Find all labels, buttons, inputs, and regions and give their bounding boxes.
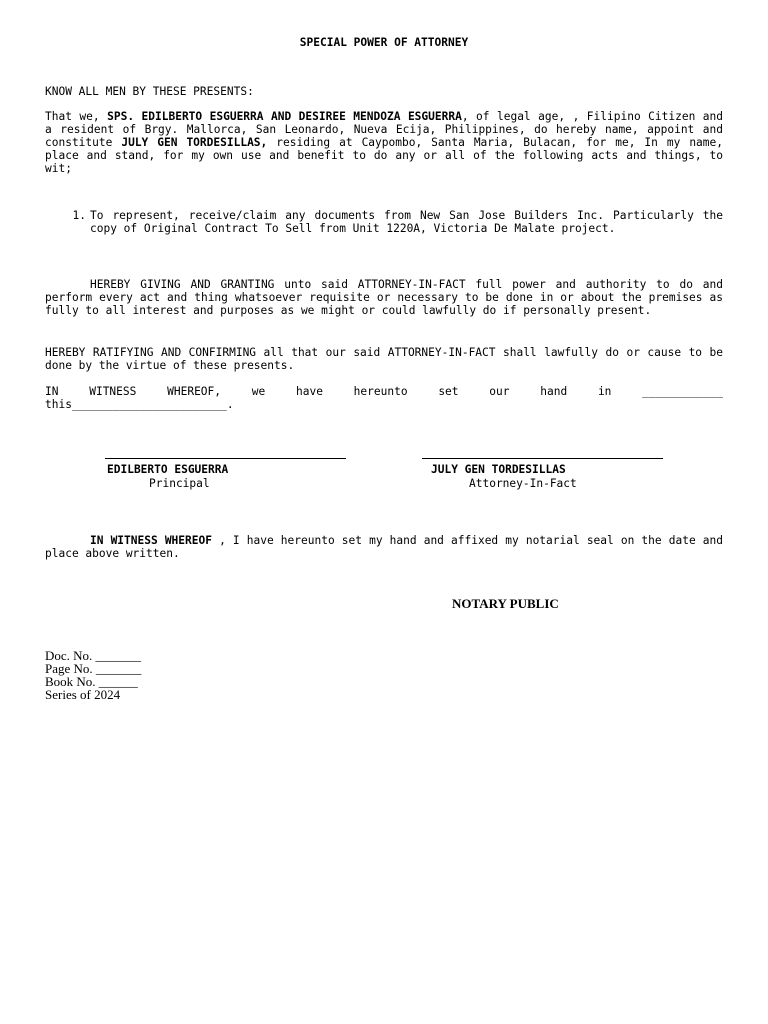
doc-no: Doc. No. _______ <box>45 648 142 663</box>
list-item-number: 1. <box>72 209 86 222</box>
principal-signature-line <box>105 458 346 459</box>
notary-witness-text: , I have hereunto set my hand and affixed my notarial seal on the date and place above written. <box>45 534 723 560</box>
document-title: SPECIAL POWER OF ATTORNEY <box>299 36 469 49</box>
attorney-name: JULY GEN TORDESILLAS <box>431 463 566 476</box>
intro-text-1: That we, <box>45 110 108 123</box>
witness-line-2: this_______________________. <box>45 398 234 411</box>
witness-line-1: IN WITNESS WHEREOF, we have hereunto set our hand in ____________ <box>45 385 723 398</box>
doc-reference <box>45 649 141 701</box>
notary-public-label: NOTARY PUBLIC <box>452 596 559 611</box>
list-item <box>66 209 723 235</box>
ratifying-paragraph: HEREBY RATIFYING AND CONFIRMING all that our said ATTORNEY-IN-FACT shall lawfully do or cause to be done by the virtue of these presents. <box>45 346 723 372</box>
intro-text-3: residing at Caypombo, Santa Maria, Bulacan, for me, In my name, place and stand, for my own use and benefit to do any or all of the following acts and things, to wit; <box>45 136 724 175</box>
list-item-text: To represent, receive/claim any documents from New San Jose Builders Inc. Particularly the copy of Original Contract To Sell from Unit 1220A, Victoria De Malate project. <box>90 209 723 235</box>
series: Series of 2024 <box>45 687 121 702</box>
know-all-heading: KNOW ALL MEN BY THESE PRESENTS: <box>45 85 254 98</box>
attorney-signature-line <box>422 458 663 459</box>
granting-paragraph: HEREBY GIVING AND GRANTING unto said ATTORNEY-IN-FACT full power and authority to do and perform every act and thing whatsoever requisite or necessary to be done in or about the premises as fully to all interest and purposes as we might or could lawfully do if personally present. <box>45 278 723 317</box>
principal-name: EDILBERTO ESGUERRA <box>107 463 229 476</box>
acts-list <box>66 209 723 235</box>
page-no: Page No. _______ <box>45 661 142 676</box>
attorney-name-inline: JULY GEN TORDESILLAS, <box>121 136 268 149</box>
notary-witness-bold: IN WITNESS WHEREOF <box>90 534 212 547</box>
attorney-role: Attorney-In-Fact <box>469 477 577 490</box>
book-no: Book No. ______ <box>45 674 138 689</box>
witness-paragraph <box>45 385 723 411</box>
principals-name: SPS. EDILBERTO ESGUERRA AND DESIREE MENDOZA ESGUERRA <box>107 110 462 123</box>
principal-role: Principal <box>149 477 210 490</box>
intro-text-2: , of legal age, , Filipino Citizen and a resident of Brgy. Mallorca, San Leonardo, Nueva Ecija, Philippines, do hereby name, appoint and constitute <box>45 110 723 149</box>
notary-witness-paragraph <box>45 534 723 560</box>
intro-paragraph <box>45 110 723 175</box>
